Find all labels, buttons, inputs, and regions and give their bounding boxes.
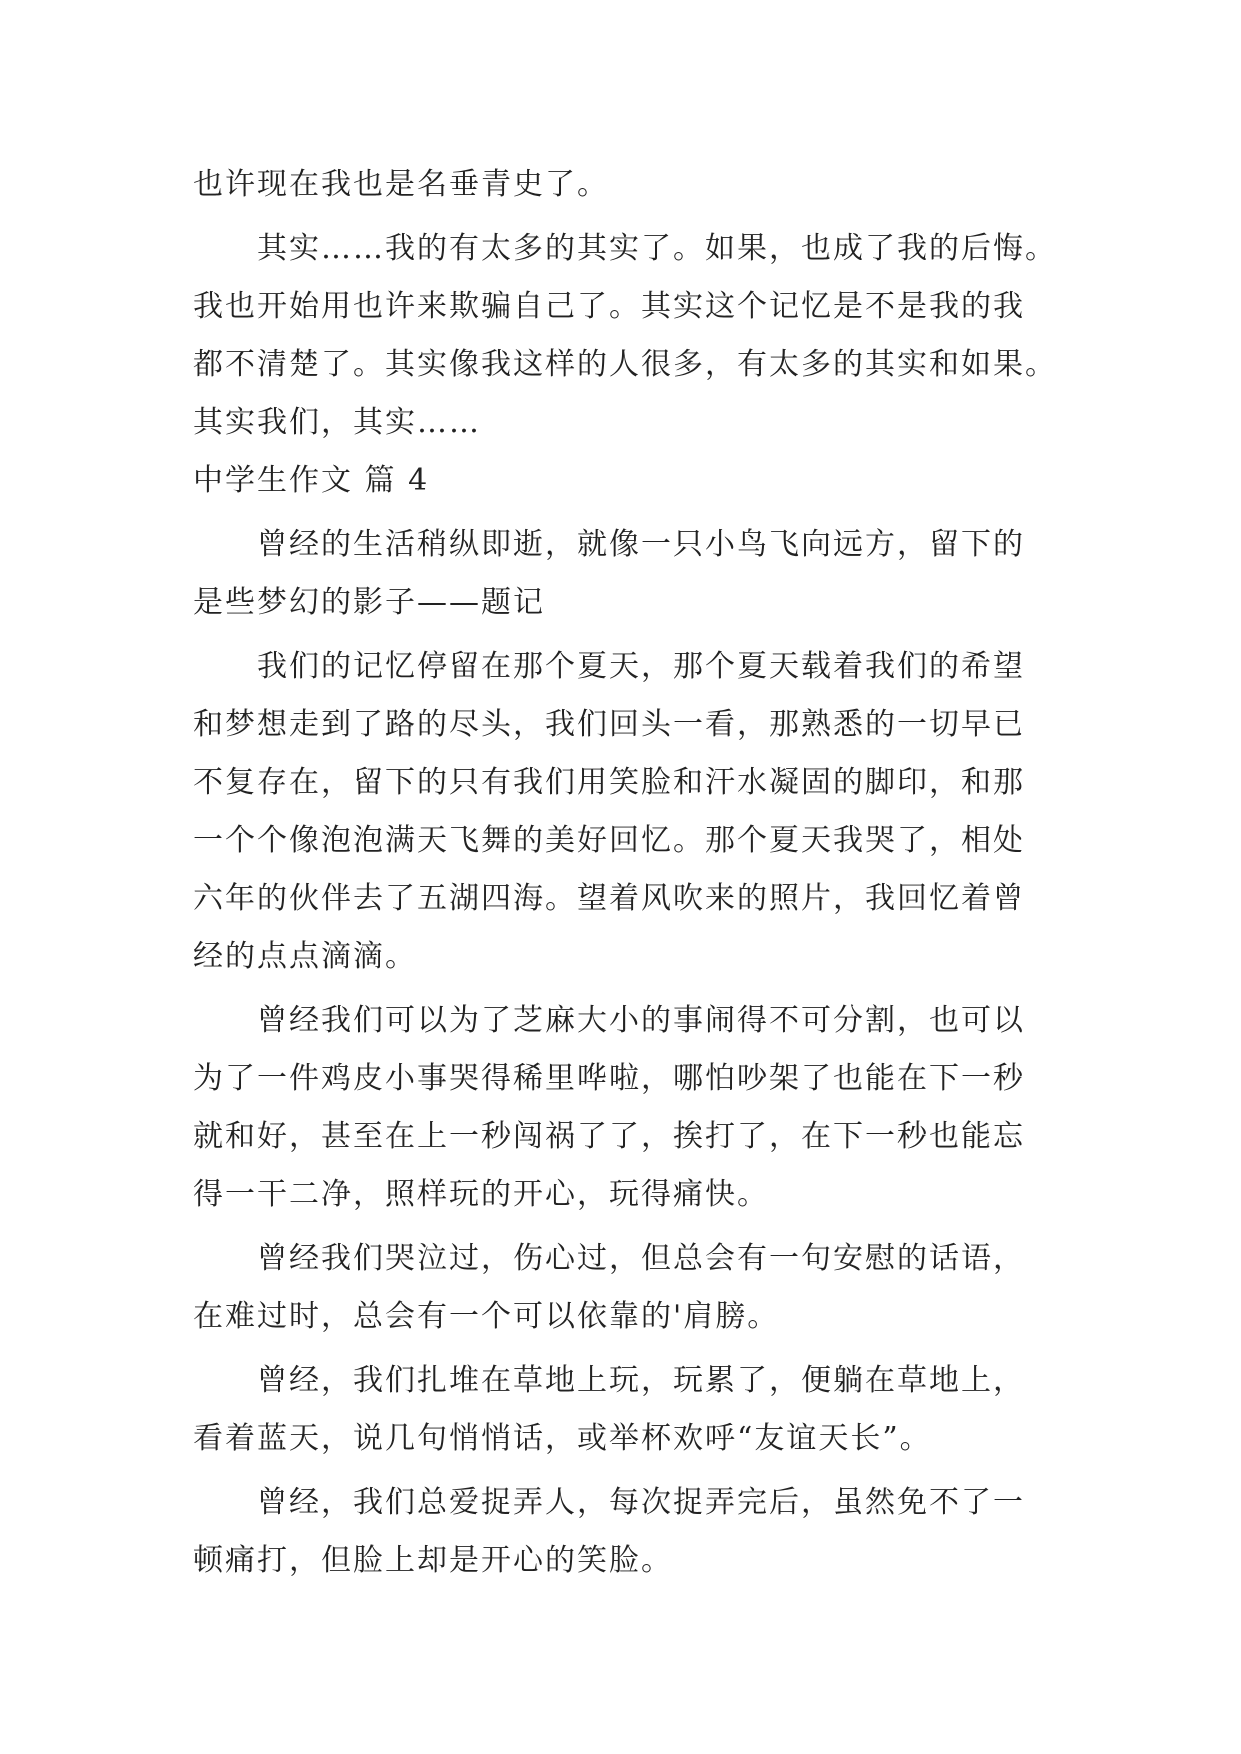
paragraph-line: 一个个像泡泡满天飞舞的美好回忆。那个夏天我哭了，相处 [193, 823, 1025, 858]
paragraph-line: 也许现在我也是名垂青史了。 [193, 167, 609, 202]
paragraph-line: 曾经，我们总爱捉弄人，每次捉弄完后，虽然免不了一 [257, 1485, 1025, 1520]
paragraph [193, 156, 1051, 214]
paragraph-line: 我们的记忆停留在那个夏天，那个夏天载着我们的希望 [257, 649, 1025, 684]
paragraph [193, 516, 1051, 632]
paragraph-line: 六年的伙伴去了五湖四海。望着风吹来的照片，我回忆着曾 [193, 881, 1025, 916]
paragraph-line: 得一干二净，照样玩的开心，玩得痛快。 [193, 1177, 769, 1212]
paragraph-line: 曾经我们可以为了芝麻大小的事闹得不可分割，也可以 [257, 1003, 1025, 1038]
paragraph-line: 曾经我们哭泣过，伤心过，但总会有一句安慰的话语， [257, 1241, 1025, 1276]
paragraph [193, 1474, 1051, 1590]
paragraph [193, 992, 1051, 1224]
paragraph [193, 638, 1051, 986]
paragraph-line: 其实我们，其实…… [193, 405, 481, 440]
paragraph-line: 我也开始用也许来欺骗自己了。其实这个记忆是不是我的我 [193, 289, 1025, 324]
paragraph-line: 就和好，甚至在上一秒闯祸了了，挨打了，在下一秒也能忘 [193, 1119, 1025, 1154]
paragraph-line: 看着蓝天，说几句悄悄话，或举杯欢呼“友谊天长”。 [193, 1421, 932, 1456]
paragraph-line: 不复存在，留下的只有我们用笑脸和汗水凝固的脚印，和那 [193, 765, 1025, 800]
paragraph-line: 顿痛打，但脸上却是开心的笑脸。 [193, 1543, 673, 1578]
paragraph-line: 是些梦幻的影子——题记 [193, 585, 545, 620]
paragraph-line: 为了一件鸡皮小事哭得稀里哗啦，哪怕吵架了也能在下一秒 [193, 1061, 1025, 1096]
section-heading: 中学生作文 篇 4 [193, 463, 430, 498]
paragraph-line: 曾经的生活稍纵即逝，就像一只小鸟飞向远方，留下的 [257, 527, 1025, 562]
paragraph-line: 其实……我的有太多的其实了。如果，也成了我的后悔。 [257, 231, 1057, 266]
paragraph-line: 在难过时，总会有一个可以依靠的'肩膀。 [193, 1299, 780, 1334]
paragraph [193, 1230, 1051, 1346]
paragraph [193, 220, 1057, 452]
paragraph [193, 1352, 1051, 1468]
paragraph-line: 曾经，我们扎堆在草地上玩，玩累了，便躺在草地上， [257, 1363, 1025, 1398]
paragraph-line: 和梦想走到了路的尽头，我们回头一看，那熟悉的一切早已 [193, 707, 1025, 742]
document-page [193, 156, 1057, 1590]
paragraph-line: 都不清楚了。其实像我这样的人很多，有太多的其实和如果。 [193, 347, 1057, 382]
paragraph-line: 经的点点滴滴。 [193, 939, 417, 974]
